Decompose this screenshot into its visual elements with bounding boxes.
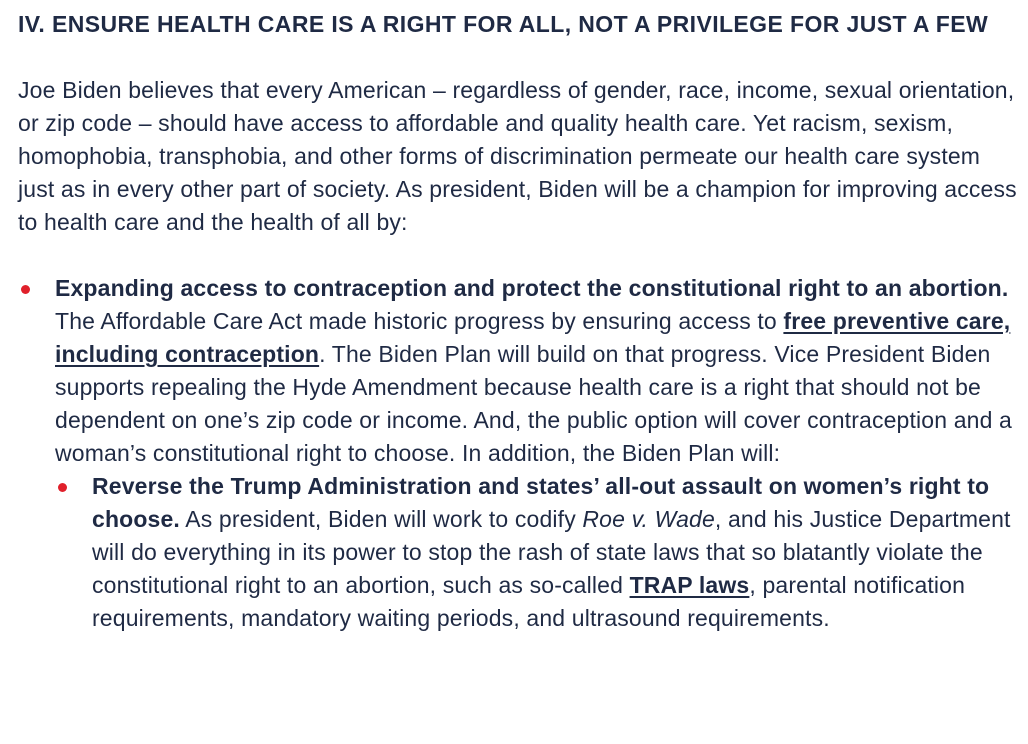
bullet-icon <box>21 285 30 294</box>
intro-paragraph: Joe Biden believes that every American – regardless of gender, race, income, sexual orientation, or zip code – should have access to affordable and quality health care. Yet racism, sexism, homophobia, transphobia, and other forms of discrimination permeate our health care system just as in every other part of society. As president, Biden will be a champion for improving access to health care and the health of all by: <box>18 77 1017 235</box>
bullet-icon <box>58 483 67 492</box>
sub-policy-list <box>55 470 1020 635</box>
sub-bullet-body-text-continued: , and his Justice Department will do everything in its power to stop the rash of state laws that so blatantly violate the constitutional right to an abortion, such as so-called <box>92 506 1011 598</box>
bullet-body-text-continued: . The Biden Plan will build on that progress. Vice President Biden supports repealing the Hyde Amendment because health care is a right that should not be dependent on one’s zip code or income. And, the public option will cover contraception and a woman’s constitutional right to choose. In addition, the Biden Plan will: <box>55 341 1013 466</box>
trap-laws-link[interactable]: TRAP laws <box>629 572 750 598</box>
sub-bullet-body-text: As president, Biden will work to codify <box>179 506 583 532</box>
sub-bullet-body-text-end: , parental notification requirements, mandatory waiting periods, and ultrasound requirements. <box>92 572 966 631</box>
policy-list <box>18 272 1020 635</box>
sub-bullet-lead-text: Reverse the Trump Administration and states’ all-out assault on women’s right to choose. <box>92 473 990 532</box>
list-item-contraception <box>18 272 1020 635</box>
section-heading: IV. ENSURE HEALTH CARE IS A RIGHT FOR ALL, NOT A PRIVILEGE FOR JUST A FEW <box>18 11 989 37</box>
bullet-body-text: The Affordable Care Act made historic progress by ensuring access to <box>55 308 784 334</box>
case-name: Roe v. Wade <box>582 506 715 532</box>
bullet-lead-text: Expanding access to contraception and protect the constitutional right to an abortion. <box>55 275 1009 301</box>
preventive-care-link[interactable]: free preventive care, including contraception <box>55 308 1011 367</box>
list-item-right-to-choose <box>55 470 1020 635</box>
